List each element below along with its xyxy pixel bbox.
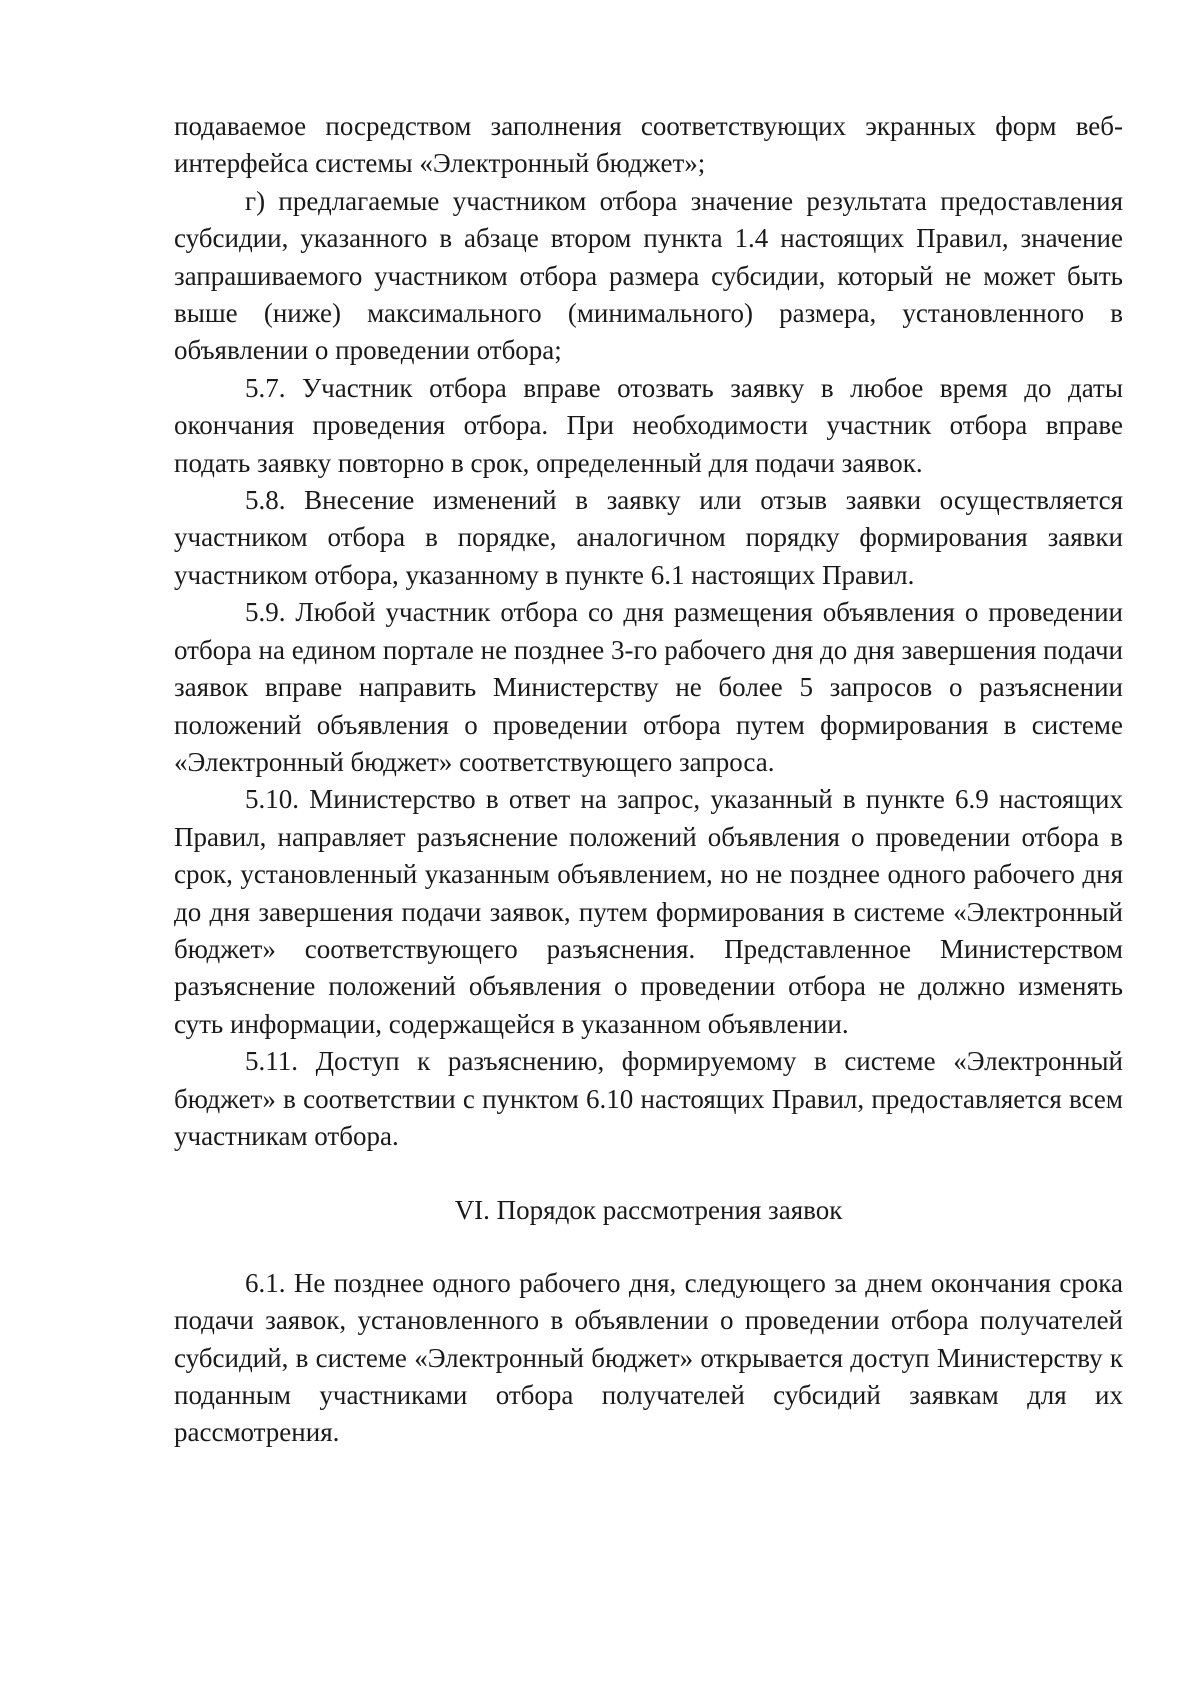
paragraph-6-1: 6.1. Не позднее одного рабочего дня, следующего за днем окончания срока подачи заявок, установленного в объявлении о проведении отбора получателей субсидий, в системе «Электронный бюджет» открывается доступ Министерству к поданным участниками отбора получателей субсидий заявкам для их рассмотрения. [174,1267,1123,1448]
paragraph-continuation: подаваемое посредством заполнения соответствующих экранных форм веб-интерфейса системы «Электронный бюджет»; [174,111,1123,179]
paragraph-5-8: 5.8. Внесение изменений в заявку или отзыв заявки осуществляется участником отбора в порядке, аналогичном порядку формирования заявки участником отбора, указанному в пункте 6.1 настоящих Правил. [174,485,1123,590]
paragraph-5-11: 5.11. Доступ к разъяснению, формируемому в системе «Электронный бюджет» в соответствии с пунктом 6.10 настоящих Правил, предоставляется всем участникам отбора. [174,1046,1123,1151]
document-page [174,108,1123,1452]
section-title: VI. Порядок рассмотрения заявок [454,1195,843,1226]
paragraph-g: г) предлагаемые участником отбора значение результата предоставления субсидии, указанного в абзаце втором пункта 1.4 настоящих Правил, значение запрашиваемого участником отбора размера субсидии, который не может быть выше (ниже) максимального (минимального) размера, установленного в объявлении о проведении отбора; [174,185,1123,366]
paragraph-5-10: 5.10. Министерство в ответ на запрос, указанный в пункте 6.9 настоящих Правил, направляет разъяснение положений объявления о проведении отбора в срок, установленный указанным объявлением, но не позднее одного рабочего дня до дня завершения подачи заявок, путем формирования в системе «Электронный бюджет» соответствующего разъяснения. Представленное Министерством разъяснение положений объявления о проведении отбора не должно изменять суть информации, содержащейся в указанном объявлении. [174,784,1123,1039]
paragraph-5-9: 5.9. Любой участник отбора со дня размещения объявления о проведении отбора на едином портале не позднее 3-го рабочего дня до дня завершения подачи заявок вправе направить Министерству не более 5 запросов о разъяснении положений объявления о проведении отбора путем формирования в системе «Электронный бюджет» соответствующего запроса. [174,597,1123,777]
paragraph-5-7: 5.7. Участник отбора вправе отозвать заявку в любое время до даты окончания проведения отбора. При необходимости участник отбора вправе подать заявку повторно в срок, определенный для подачи заявок. [174,372,1123,478]
